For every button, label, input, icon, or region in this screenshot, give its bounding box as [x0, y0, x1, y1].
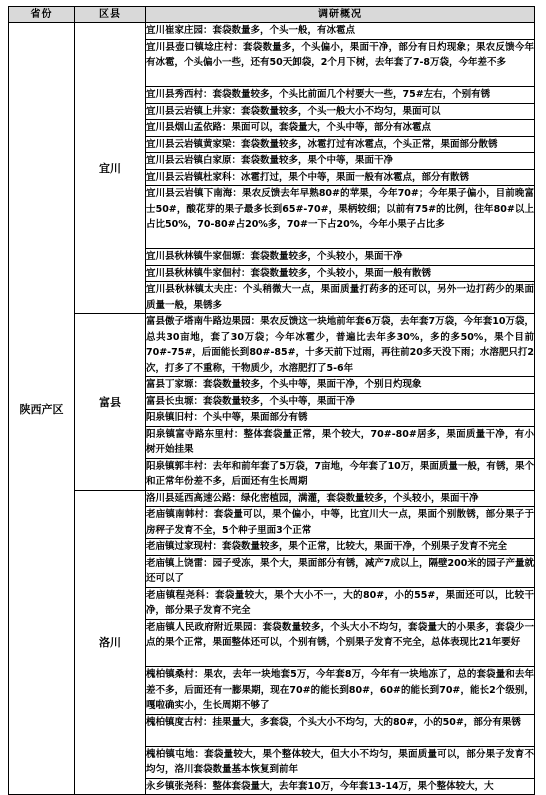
- survey-text: 老庙镇人民政府附近果园：套袋数量较多，个头大小不均匀，套袋量大的小果多，套袋少一点的果个正常，果面整体还可以，个别有锈，个别果子发育不完全，总体表现比21年要好: [146, 621, 534, 648]
- survey-cell: [146, 555, 535, 587]
- survey-cell: [146, 410, 535, 427]
- survey-cell: [146, 265, 535, 282]
- header-row: [9, 7, 535, 23]
- county-cell: 洛川: [75, 490, 146, 795]
- survey-text: 宜川县云岩镇上井家：套袋数量较多，个头一般大小不均匀，果面可以: [146, 105, 441, 117]
- survey-cell: [146, 153, 535, 170]
- county-cell: 宜川: [75, 23, 146, 314]
- survey-text: 阳泉镇富寺路东里村：整体套袋量正常，果个较大，70#-80#居多，果面质量干净，有小树开始挂果: [146, 428, 534, 455]
- survey-cell: [146, 667, 535, 715]
- table-row: [9, 23, 535, 40]
- survey-table: [8, 6, 535, 795]
- survey-cell: [146, 103, 535, 120]
- survey-text: 宜川县秋林镇太夫庄：个头稍微大一点，果面质量打药多的还可以，另外一边打药少的果面质量一般，果锈多: [146, 284, 534, 311]
- survey-text: 槐柏镇桑村：果农，去年一块地套5万，今年套8万，今年有一块地冻了，总的套袋量和去年差不多，后面还有一膨果期，现在70#的能长到80#，60#的能长到70#，能长2个级别，嘎啦确实小，生长周期不够了: [146, 669, 534, 711]
- header-province: 省份: [9, 7, 75, 23]
- survey-cell: [146, 393, 535, 410]
- survey-text: 老庙镇南韩村：套袋量可以，果个偏小，中等，比宜川大一点，果面个别散锈，部分果子于房秤子发育不全，5个种子里面3个正常: [146, 509, 534, 536]
- survey-text: 永乡镇张尧科：整体套袋量大，去年套10万，今年套13-14万，果个整体较大，大: [146, 780, 494, 792]
- survey-text: 宜川县秋林镇牛家佃村：套袋数量较多，个头较小，果面一般有散锈: [146, 267, 432, 279]
- survey-cell: [146, 587, 535, 619]
- survey-text: 宜川县云岩镇下南海：果农反馈去年早熟80#的苹果，今年70#；今年果子偏小，目前晚富士50#，酸花芽的果子最多长到65#-70#，果柄较细；以前有75#的比例，往年80#以上占比50%，70-80#占20%多，70#一下占20%，今年小果子占比多: [146, 188, 534, 230]
- header-county: 区县: [75, 7, 146, 23]
- survey-cell: [146, 377, 535, 394]
- survey-cell: [146, 186, 535, 249]
- survey-text: 宜川县壶口镇埝庄村：套袋数量多，个头偏小，果面干净，部分有日灼现象；果农反馈今年有冰雹，个头偏小一些，还有50天卸袋，2个月下树，去年套了7-8万袋，今年差不多: [146, 41, 534, 68]
- survey-text: 宜川崔家庄园：套袋数量多，个头一般，有冰雹点: [146, 25, 356, 36]
- survey-cell: [146, 426, 535, 458]
- survey-text: 阳泉镇郭丰村：去年和前年套了5万袋，7亩地，今年套了10万，果面质量一般，有锈，果个和正常年份差不多，后面还有生长周期: [146, 460, 534, 487]
- county-cell: 富县: [75, 314, 146, 491]
- table-row: [9, 490, 535, 507]
- header-survey: 调研概况: [146, 7, 535, 23]
- survey-cell: [146, 507, 535, 539]
- survey-text: 老庙镇过家现村：套袋数量较多，果个正常，比较大，果面干净，个别果子发育不完全: [146, 541, 508, 552]
- table-body: [9, 23, 535, 795]
- survey-cell: [146, 87, 535, 104]
- survey-cell: [146, 314, 535, 377]
- survey-cell: [146, 136, 535, 153]
- survey-text: 老庙镇程尧科：套袋量较大，果个大小不一，大的80#，小的55#，果面还可以，比较干净，部分果子发育不完全: [146, 589, 534, 616]
- survey-cell: [146, 282, 535, 314]
- province-cell: 陕西产区: [9, 23, 75, 795]
- survey-text: 老庙镇上饶雷：园子受冻，果个大，果面部分有锈，减产7成以上，隔壁200米的园子产量就还可以了: [146, 557, 534, 584]
- survey-text: 宜川县云岩镇白家原：套袋数量较多，果个中等，果面干净: [146, 155, 394, 166]
- survey-cell: [146, 490, 535, 507]
- survey-text: 槐柏镇屯地：套袋量较大，果个整体较大，但大小不均匀，果面质量可以，部分果子发育不均匀，洛川套袋数量基本恢复到前年: [146, 748, 534, 775]
- survey-cell: [146, 23, 535, 40]
- survey-text: 宜川县烟山孟依路：果面可以，套袋量大，个头中等，部分有冰雹点: [146, 122, 432, 133]
- survey-cell: [146, 619, 535, 667]
- survey-text: 宜川县秋林镇牛家佃塬：套袋数量较多，个头较小，果面干净: [146, 251, 403, 262]
- survey-text: 槐柏镇度古村：挂果量大，多套袋，个头大小不均匀，大的80#，小的50#，部分有果锈: [146, 716, 521, 728]
- survey-text: 宜川县云岩镇杜家科：冰雹打过，果个中等，果面一般有冰雹点，部分有散锈: [146, 171, 470, 183]
- survey-cell: [146, 458, 535, 490]
- survey-cell: [146, 539, 535, 556]
- table-row: [9, 314, 535, 377]
- survey-text: 富县傲子塔南牛路边果园：果农反馈这一块地前年套6万袋，去年套7万袋，今年套10万袋，总共30亩地，套了30万袋；今年冰雹少，普遍比去年多30%，多的多50%，果个目前70#-75#，后面能长到80#-85#，十多天前下过雨，再往前20多天没下雨；水溶肥只打2次，打多了不重称，干物质少，水溶肥打了5-6年: [146, 316, 534, 374]
- survey-text: 富县长虫塬：套袋数量较多，个头中等，果面干净: [146, 395, 356, 407]
- survey-cell: [146, 249, 535, 266]
- survey-cell: [146, 39, 535, 87]
- survey-cell: [146, 169, 535, 186]
- survey-cell: [146, 714, 535, 746]
- survey-cell: [146, 778, 535, 795]
- survey-text: 洛川县延西高速公路：绿化密植园，满灌，套袋数量较多，个头较小，果面干净: [146, 492, 479, 504]
- survey-cell: [146, 746, 535, 778]
- survey-text: 富县丁家塬：套袋数量较多，个头中等，果面干净，个别日灼现象: [146, 379, 422, 390]
- survey-cell: [146, 120, 535, 137]
- survey-text: 阳泉镇旧村：个头中等，果面部分有锈: [146, 412, 308, 423]
- survey-text: 宜川县云岩镇黄家梁：套袋数量较多，冰雹打过有冰雹点，个头正常，果面部分散锈: [146, 138, 498, 150]
- survey-text: 宜川县秀西村：套袋数量较多，个头比前面几个村要大一些，75#左右，个别有锈: [146, 89, 491, 100]
